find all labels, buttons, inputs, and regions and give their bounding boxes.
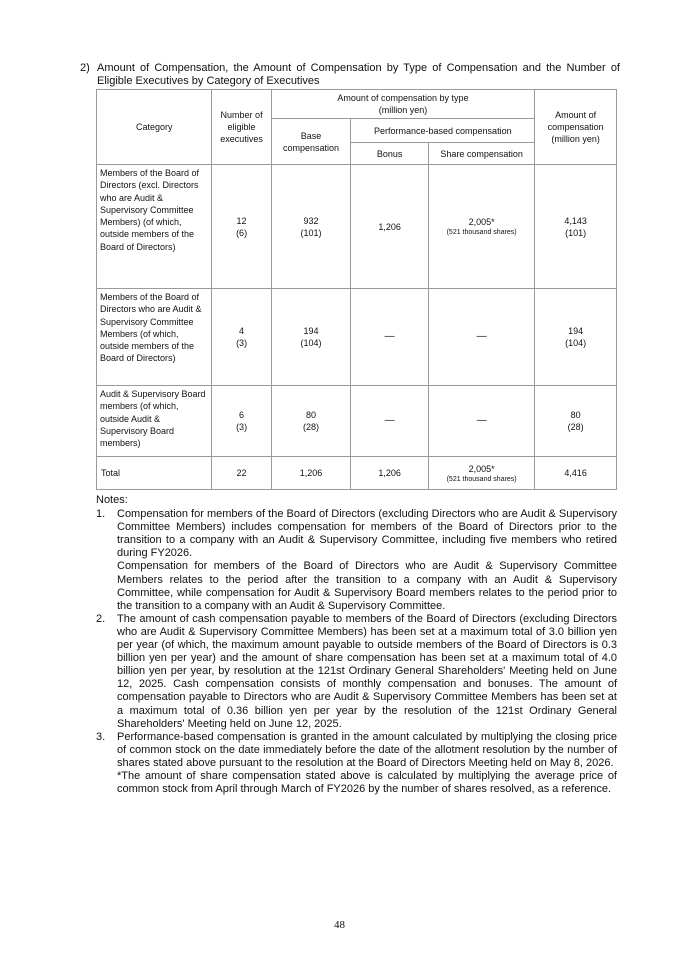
amount-outside-value: (101) bbox=[565, 227, 587, 238]
row-category: Audit & Supervisory Board members (of which, outside Audit & Supervisory Board members) bbox=[97, 386, 212, 457]
num-value: 4 bbox=[239, 326, 245, 336]
header-bonus: Bonus bbox=[351, 143, 429, 165]
base-outside-value: (101) bbox=[300, 227, 322, 238]
note-number: 1. bbox=[96, 508, 106, 521]
row-category: Members of the Board of Directors who are Audit & Supervisory Committee Members (of which, outside members of the Board of Directors) bbox=[97, 289, 212, 386]
total-amount: 4,416 bbox=[535, 457, 617, 490]
row-share: — bbox=[429, 386, 535, 457]
note-paragraph: The amount of cash compensation payable to members of the Board of Directors (excluding Directors who are Audit & Supervisory Committee Members) has been set at a maximum total of 3.0 billion yen per year (of which, the maximum amount payable to outside members of the Board of Directors is 0.3 billion yen per year) and the amount of share compensation has been set at a maximum total of 4.0 billion yen per year, by resolution at the 121st Ordinary General Shareholders' Meeting held on June 12, 2025. Cash compensation consists of monthly compensation and bonuses. The amount of compensation payable to Directors who are Audit & Supervisory Committee Members has been set at a maximum total of 0.36 billion yen per year by the resolution of the 121st Ordinary General Shareholders' Meeting held on June 12, 2025. bbox=[117, 612, 617, 730]
header-amount-by-type-unit: (million yen) bbox=[378, 105, 428, 115]
share-note: (521 thousand shares) bbox=[446, 229, 517, 236]
header-num-eligible: Number of eligible executives bbox=[212, 90, 271, 165]
header-amount-by-type-label: Amount of compensation by type bbox=[337, 93, 469, 103]
share-value: 2,005* bbox=[468, 217, 495, 227]
row-base bbox=[271, 289, 351, 386]
num-value: 6 bbox=[239, 410, 245, 420]
total-label: Total bbox=[97, 457, 212, 490]
table-total-row bbox=[97, 457, 617, 490]
amount-outside-value: (28) bbox=[567, 422, 584, 432]
row-bonus: — bbox=[351, 289, 429, 386]
amount-value: 80 bbox=[570, 410, 581, 420]
base-value: 932 bbox=[303, 215, 319, 226]
share-note: (521 thousand shares) bbox=[446, 475, 517, 483]
note-number: 2. bbox=[96, 612, 106, 625]
header-base: Base compensation bbox=[271, 119, 351, 165]
total-bonus: 1,206 bbox=[351, 457, 429, 490]
note-item bbox=[96, 508, 617, 613]
note-item bbox=[96, 613, 617, 731]
row-category: Members of the Board of Directors (excl. Directors who are Audit & Supervisory Committee Members) (of which, outside members of the Board of Directors) bbox=[97, 165, 212, 289]
num-outside-value: (6) bbox=[236, 227, 248, 238]
table-row bbox=[97, 386, 617, 457]
note-paragraph: Performance-based compensation is granted in the amount calculated by multiplying the closing price of common stock on the date immediately before the date of the allotment resolution by the number of shares stated above pursuant to the resolution at the Board of Directors Meeting held on May 8, 2026. bbox=[117, 730, 617, 769]
header-amount-by-type bbox=[271, 90, 535, 119]
base-value: 194 bbox=[303, 326, 319, 336]
share-value: 2,005* bbox=[468, 463, 495, 474]
section-number: 2) bbox=[80, 62, 90, 74]
num-value: 12 bbox=[236, 215, 247, 226]
row-amount bbox=[535, 289, 617, 386]
base-outside-value: (28) bbox=[303, 422, 320, 432]
base-outside-value: (104) bbox=[300, 338, 322, 348]
note-paragraph: Compensation for members of the Board of Directors (excluding Directors who are Audit & Supervisory Committee Members) includes compensation for members of the Board of Directors prior to the transition to a company with an Audit & Supervisory Committee, including five members who retired during FY2026. bbox=[117, 508, 617, 560]
note-item bbox=[96, 731, 617, 796]
header-performance: Performance-based compensation bbox=[351, 119, 535, 143]
row-amount bbox=[535, 386, 617, 457]
table-row bbox=[97, 165, 617, 289]
amount-value: 194 bbox=[568, 326, 584, 336]
page-number: 48 bbox=[334, 919, 345, 931]
amount-outside-value: (104) bbox=[565, 338, 587, 348]
note-number: 3. bbox=[96, 730, 106, 743]
total-num: 22 bbox=[212, 457, 271, 490]
total-base: 1,206 bbox=[271, 457, 351, 490]
base-value: 80 bbox=[306, 410, 317, 420]
table-row bbox=[97, 289, 617, 386]
row-base bbox=[271, 386, 351, 457]
row-num bbox=[212, 289, 271, 386]
row-bonus: 1,206 bbox=[351, 165, 429, 289]
total-share bbox=[429, 457, 535, 490]
notes-section bbox=[96, 494, 617, 796]
amount-value: 4,143 bbox=[564, 215, 587, 226]
row-bonus: — bbox=[351, 386, 429, 457]
header-share: Share compensation bbox=[429, 143, 535, 165]
compensation-table bbox=[96, 89, 617, 490]
notes-heading: Notes: bbox=[96, 494, 128, 506]
row-share: — bbox=[429, 289, 535, 386]
row-num bbox=[212, 386, 271, 457]
row-share bbox=[429, 165, 535, 289]
row-amount bbox=[535, 165, 617, 289]
row-base bbox=[271, 165, 351, 289]
note-paragraph: Compensation for members of the Board of Directors who are Audit & Supervisory Committee Members relates to the period after the transition to a company with an Audit & Supervisory Committee, while compensation for Audit & Supervisory Board members relates to the period prior to the transition to a company with an Audit & Supervisory Committee. bbox=[117, 560, 617, 612]
header-category: Category bbox=[97, 90, 212, 165]
section-title: Amount of Compensation, the Amount of Compensation by Type of Compensation and the Number of Eligible Executives by Category of Executives bbox=[97, 62, 620, 87]
num-outside-value: (3) bbox=[236, 338, 248, 348]
row-num bbox=[212, 165, 271, 289]
note-paragraph: *The amount of share compensation stated above is calculated by multiplying the average price of common stock from April through March of FY2026 by the number of shares resolved, as a reference. bbox=[117, 769, 617, 796]
header-total-amount: Amount of compensation (million yen) bbox=[535, 90, 617, 165]
num-outside-value: (3) bbox=[236, 422, 248, 432]
